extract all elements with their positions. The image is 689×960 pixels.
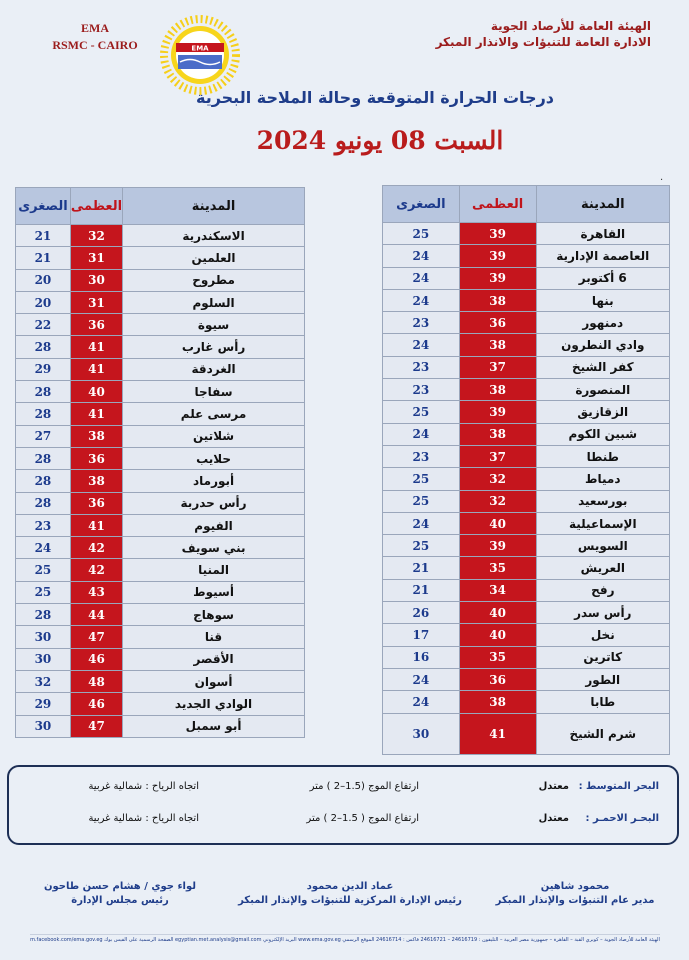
table-row [383, 312, 670, 334]
table-row [16, 269, 305, 291]
min-temp-cell: 28 [16, 447, 71, 469]
table-row [16, 291, 305, 313]
min-temp-cell: 30 [383, 713, 460, 754]
table-row [383, 223, 670, 245]
city-header: المدينة [123, 188, 305, 225]
city-cell: نخل [536, 624, 669, 646]
city-cell: بورسعيد [536, 490, 669, 512]
city-cell: طابا [536, 691, 669, 713]
sea-name: البحر المتوسط : [578, 781, 659, 792]
min-temp-cell: 29 [16, 693, 71, 715]
max-temp-cell: 35 [459, 646, 536, 668]
min-temp-cell: 24 [383, 668, 460, 690]
min-temp-cell: 24 [383, 423, 460, 445]
city-cell: سيوة [123, 314, 305, 336]
min-temp-cell: 30 [16, 626, 71, 648]
max-header: العظمى [70, 188, 122, 225]
max-temp-cell: 39 [459, 535, 536, 557]
max-temp-cell: 42 [70, 559, 122, 581]
table-row [383, 423, 670, 445]
org-name-line1: الهيئة العامة للأرصاد الجوية [490, 19, 651, 33]
city-cell: بني سويف [123, 537, 305, 559]
min-temp-cell: 21 [383, 579, 460, 601]
city-cell: شلاتين [123, 425, 305, 447]
city-cell: شبين الكوم [536, 423, 669, 445]
max-header: العظمى [459, 186, 536, 223]
min-temp-cell: 32 [16, 670, 71, 692]
max-temp-cell: 31 [70, 247, 122, 269]
min-temp-cell: 25 [383, 490, 460, 512]
table-row [383, 468, 670, 490]
table-row [383, 668, 670, 690]
city-cell: العريش [536, 557, 669, 579]
table-row [383, 691, 670, 713]
max-temp-cell: 34 [459, 579, 536, 601]
max-temp-cell: 36 [459, 312, 536, 334]
city-cell: مطروح [123, 269, 305, 291]
min-temp-cell: 28 [16, 403, 71, 425]
min-temp-cell: 23 [383, 379, 460, 401]
table-row [16, 604, 305, 626]
table-row [16, 626, 305, 648]
max-temp-cell: 40 [70, 381, 122, 403]
min-temp-cell: 26 [383, 602, 460, 624]
table-row [383, 512, 670, 534]
table-row [383, 646, 670, 668]
table-row [16, 381, 305, 403]
city-cell: القاهرة [536, 223, 669, 245]
max-temp-cell: 30 [70, 269, 122, 291]
city-cell: الزقازيق [536, 401, 669, 423]
temperature-table-right [382, 185, 670, 755]
city-cell: رأس حدربة [123, 492, 305, 514]
signature-name: لواء جوي / هشام حسن طاحون [43, 881, 197, 892]
min-temp-cell: 28 [16, 492, 71, 514]
max-temp-cell: 36 [70, 447, 122, 469]
city-cell: سوهاج [123, 604, 305, 626]
min-temp-cell: 24 [383, 691, 460, 713]
min-temp-cell: 24 [383, 245, 460, 267]
max-temp-cell: 40 [459, 512, 536, 534]
max-temp-cell: 44 [70, 604, 122, 626]
max-temp-cell: 36 [70, 314, 122, 336]
min-temp-cell: 25 [16, 581, 71, 603]
min-temp-cell: 17 [383, 624, 460, 646]
max-temp-cell: 31 [70, 291, 122, 313]
city-cell: أسوان [123, 670, 305, 692]
min-temp-cell: 30 [16, 715, 71, 737]
city-cell: الطور [536, 668, 669, 690]
table-row [16, 670, 305, 692]
table-row [16, 425, 305, 447]
max-temp-cell: 43 [70, 581, 122, 603]
max-temp-cell: 36 [70, 492, 122, 514]
sea-row-red-sea [29, 813, 659, 831]
city-cell: الاسكندرية [123, 225, 305, 247]
city-cell: السويس [536, 535, 669, 557]
wave-height: ارتفاع الموج ( 1.5–2 ) متر [306, 813, 419, 824]
city-cell: الفيوم [123, 514, 305, 536]
max-temp-cell: 39 [459, 245, 536, 267]
table-row [383, 490, 670, 512]
city-cell: رفح [536, 579, 669, 601]
signature-right [470, 880, 680, 908]
min-temp-cell: 21 [16, 247, 71, 269]
max-temp-cell: 40 [459, 602, 536, 624]
max-temp-cell: 38 [70, 470, 122, 492]
min-temp-cell: 24 [383, 267, 460, 289]
table-row [16, 492, 305, 514]
table-row [383, 579, 670, 601]
max-temp-cell: 47 [70, 715, 122, 737]
table-row [383, 624, 670, 646]
signature-name: عماد الدين محمود [306, 881, 394, 892]
max-temp-cell: 41 [459, 713, 536, 754]
table-row [383, 535, 670, 557]
min-temp-cell: 27 [16, 425, 71, 447]
max-temp-cell: 41 [70, 514, 122, 536]
city-cell: الغردقة [123, 358, 305, 380]
max-temp-cell: 38 [459, 379, 536, 401]
max-temp-cell: 32 [459, 490, 536, 512]
min-header: الصغرى [383, 186, 460, 223]
min-temp-cell: 28 [16, 381, 71, 403]
table-row [16, 336, 305, 358]
logo-text: EMA [191, 44, 209, 53]
right-table-body [383, 223, 670, 755]
table-row [383, 445, 670, 467]
org-header-english [40, 20, 150, 54]
table-row [383, 267, 670, 289]
org-header-arabic [321, 18, 651, 50]
contact-footer: الهيئة العامة للأرصاد الجوية – كوبري القبة – القاهرة – جمهورية مصر العربية – التليفون : 24616719 – 24616721 فاكس : 24616714 الموقع الرسمي www.ema.gov.eg البريد الإلكتروني egyptian.met.analysis@gmail.com الصفحة الرسمية على الفيس بوك m.facebook.com/ema.gov.eg [30, 934, 660, 944]
table-row [383, 401, 670, 423]
max-temp-cell: 37 [459, 445, 536, 467]
max-temp-cell: 42 [70, 537, 122, 559]
city-cell: دمنهور [536, 312, 669, 334]
min-temp-cell: 25 [383, 468, 460, 490]
max-temp-cell: 47 [70, 626, 122, 648]
min-temp-cell: 21 [16, 225, 71, 247]
min-temp-cell: 29 [16, 358, 71, 380]
signature-name: محمود شاهين [540, 881, 610, 892]
city-cell: رأس سدر [536, 602, 669, 624]
table-row [16, 715, 305, 737]
max-temp-cell: 39 [459, 267, 536, 289]
city-cell: كاترين [536, 646, 669, 668]
max-temp-cell: 32 [70, 225, 122, 247]
city-cell: المنصورة [536, 379, 669, 401]
table-row [16, 514, 305, 536]
table-row [383, 713, 670, 754]
signature-center [235, 880, 465, 908]
city-cell: مرسى علم [123, 403, 305, 425]
table-row [16, 648, 305, 670]
temperature-table-left [15, 187, 305, 738]
city-cell: شرم الشيخ [536, 713, 669, 754]
max-temp-cell: 46 [70, 648, 122, 670]
min-temp-cell: 28 [16, 604, 71, 626]
min-temp-cell: 16 [383, 646, 460, 668]
org-abbrev: EMA [81, 21, 109, 35]
org-center: RSMC - CAIRO [52, 38, 138, 52]
max-temp-cell: 32 [459, 468, 536, 490]
min-temp-cell: 20 [16, 269, 71, 291]
city-cell: 6 أكتوبر [536, 267, 669, 289]
table-row [16, 247, 305, 269]
min-temp-cell: 28 [16, 470, 71, 492]
table-row [16, 559, 305, 581]
table-row [383, 379, 670, 401]
sea-row-mediterranean [29, 781, 659, 799]
min-temp-cell: 25 [383, 535, 460, 557]
table-row [16, 314, 305, 336]
min-temp-cell: 23 [383, 445, 460, 467]
wave-height: ارتفاع الموج (1.5–2 ) متر [309, 781, 419, 792]
max-temp-cell: 46 [70, 693, 122, 715]
ema-logo-icon [160, 15, 240, 95]
max-temp-cell: 41 [70, 336, 122, 358]
table-row [16, 693, 305, 715]
city-cell: الإسماعيلية [536, 512, 669, 534]
max-temp-cell: 38 [459, 423, 536, 445]
wind-direction: اتجاه الرياح : شمالية غربية [88, 781, 199, 792]
signature-title: مدير عام التنبؤات والإنذار المبكر [495, 895, 655, 906]
city-cell: حلايب [123, 447, 305, 469]
min-temp-cell: 21 [383, 557, 460, 579]
max-temp-cell: 41 [70, 403, 122, 425]
city-cell: أسيوط [123, 581, 305, 603]
min-temp-cell: 24 [16, 537, 71, 559]
city-cell: قنا [123, 626, 305, 648]
min-temp-cell: 22 [16, 314, 71, 336]
city-cell: الوادي الجديد [123, 693, 305, 715]
signature-left [30, 880, 210, 908]
table-row [383, 557, 670, 579]
city-cell: المنيا [123, 559, 305, 581]
bulletin-date: السبت 08 يونيو 2024 [256, 126, 504, 155]
min-temp-cell: 25 [383, 223, 460, 245]
wind-direction: اتجاه الرياح : شمالية غربية [88, 813, 199, 824]
max-temp-cell: 39 [459, 223, 536, 245]
signature-title: رئيس مجلس الإدارة [71, 895, 169, 906]
table-row [383, 356, 670, 378]
signature-title: رئيس الإدارة المركزية للتنبؤات والإنذار المبكر [238, 895, 462, 906]
max-temp-cell: 40 [459, 624, 536, 646]
table-row [383, 602, 670, 624]
max-temp-cell: 37 [459, 356, 536, 378]
max-temp-cell: 38 [459, 289, 536, 311]
max-temp-cell: 38 [70, 425, 122, 447]
max-temp-cell: 38 [459, 334, 536, 356]
min-temp-cell: 24 [383, 512, 460, 534]
min-temp-cell: 20 [16, 291, 71, 313]
city-cell: أبورماد [123, 470, 305, 492]
min-temp-cell: 25 [383, 401, 460, 423]
table-row [16, 447, 305, 469]
min-temp-cell: 23 [383, 312, 460, 334]
min-temp-cell: 24 [383, 289, 460, 311]
table-row [16, 537, 305, 559]
table-row [16, 225, 305, 247]
city-cell: العاصمة الإدارية [536, 245, 669, 267]
city-cell: طنطا [536, 445, 669, 467]
table-row [383, 289, 670, 311]
min-temp-cell: 25 [16, 559, 71, 581]
sea-state: معتدل [538, 781, 569, 792]
table-row [383, 334, 670, 356]
max-temp-cell: 48 [70, 670, 122, 692]
max-temp-cell: 41 [70, 358, 122, 380]
sea-state: معتدل [538, 813, 569, 824]
city-cell: أبو سمبل [123, 715, 305, 737]
min-temp-cell: 23 [383, 356, 460, 378]
city-cell: رأس غارب [123, 336, 305, 358]
max-temp-cell: 39 [459, 401, 536, 423]
city-cell: كفر الشيخ [536, 356, 669, 378]
table-row [16, 358, 305, 380]
table-row [16, 403, 305, 425]
max-temp-cell: 38 [459, 691, 536, 713]
sea-navigation-box [7, 765, 679, 845]
max-temp-cell: 36 [459, 668, 536, 690]
city-cell: دمياط [536, 468, 669, 490]
min-temp-cell: 28 [16, 336, 71, 358]
city-header: المدينة [536, 186, 669, 223]
table-row [16, 581, 305, 603]
org-name-line2: الادارة العامة للتنبؤات والانذار المبكر [435, 35, 651, 49]
min-temp-cell: 30 [16, 648, 71, 670]
city-cell: الأقصر [123, 648, 305, 670]
left-table-body [16, 225, 305, 738]
table-row [16, 470, 305, 492]
city-cell: وادي النطرون [536, 334, 669, 356]
city-cell: العلمين [123, 247, 305, 269]
min-header: الصغرى [16, 188, 71, 225]
min-temp-cell: 23 [16, 514, 71, 536]
bulletin-subtitle: درجات الحرارة المتوقعة وحالة الملاحة البحرية [195, 88, 554, 107]
city-cell: سفاجا [123, 381, 305, 403]
min-temp-cell: 24 [383, 334, 460, 356]
dot-mark: . [660, 172, 664, 183]
sea-name: البحـر الاحمـر : [585, 813, 659, 824]
city-cell: السلوم [123, 291, 305, 313]
city-cell: بنها [536, 289, 669, 311]
max-temp-cell: 35 [459, 557, 536, 579]
table-row [383, 245, 670, 267]
